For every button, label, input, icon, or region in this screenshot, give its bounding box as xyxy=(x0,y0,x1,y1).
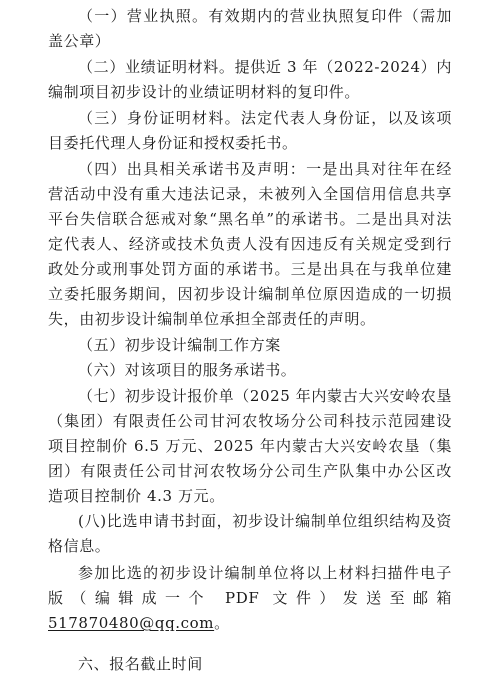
paragraph-application-cover: (八)比选申请书封面，初步设计编制单位组织结构及资格信息。 xyxy=(48,512,452,555)
paragraph-performance-proof: （二）业绩证明材料。提供近 3 年（2022-2024）内编制项目初步设计的业绩证明材料的复印件。 xyxy=(48,58,452,101)
email-link[interactable]: 517870480@qq.com xyxy=(48,614,215,632)
paragraph-quotation: （七）初步设计报价单（2025 年内蒙古大兴安岭农垦（集团）有限责任公司甘河农牧场分公司科技示范园建设项目控制价 6.5 万元、2025 年内蒙古大兴安岭农垦（集团）有限责任公司甘河农牧场分公司生产队集中办公区改造项目控制价 4.3 万元。 xyxy=(48,387,452,505)
paragraph-business-license: （一）营业执照。有效期内的营业执照复印件（需加盖公章） xyxy=(48,7,452,50)
paragraph-identity-proof: （三）身份证明材料。法定代表人身份证，以及该项目委托代理人身份证和授权委托书。 xyxy=(48,109,452,152)
section-heading-deadline: 六、报名截止时间 xyxy=(78,655,203,673)
submission-end: 。 xyxy=(214,614,230,632)
paragraph-submission-instructions xyxy=(48,561,452,636)
paragraph-work-plan: （五）初步设计编制工作方案 xyxy=(78,336,281,354)
paragraph-commitment-letters: （四）出具相关承诺书及声明：一是出具对往年在经营活动中没有重大违法记录，未被列入全国信用信息共享平台失信联合惩戒对象“黑名单”的承诺书。二是出具对法定代表人、经济或技术负责人没有因违反有关规定受到行政处分或刑事处罚方面的承诺书。三是出具在与我单位建立委托服务期间，因初步设计编制单位原因造成的一切损失，由初步设计编制单位承担全部责任的声明。 xyxy=(48,160,452,328)
paragraph-service-commitment: （六）对该项目的服务承诺书。 xyxy=(78,361,297,379)
submission-text: 参加比选的初步设计编制单位将以上材料扫描件电子版（编辑成一个 PDF 文件）发送至邮箱 xyxy=(48,564,452,607)
